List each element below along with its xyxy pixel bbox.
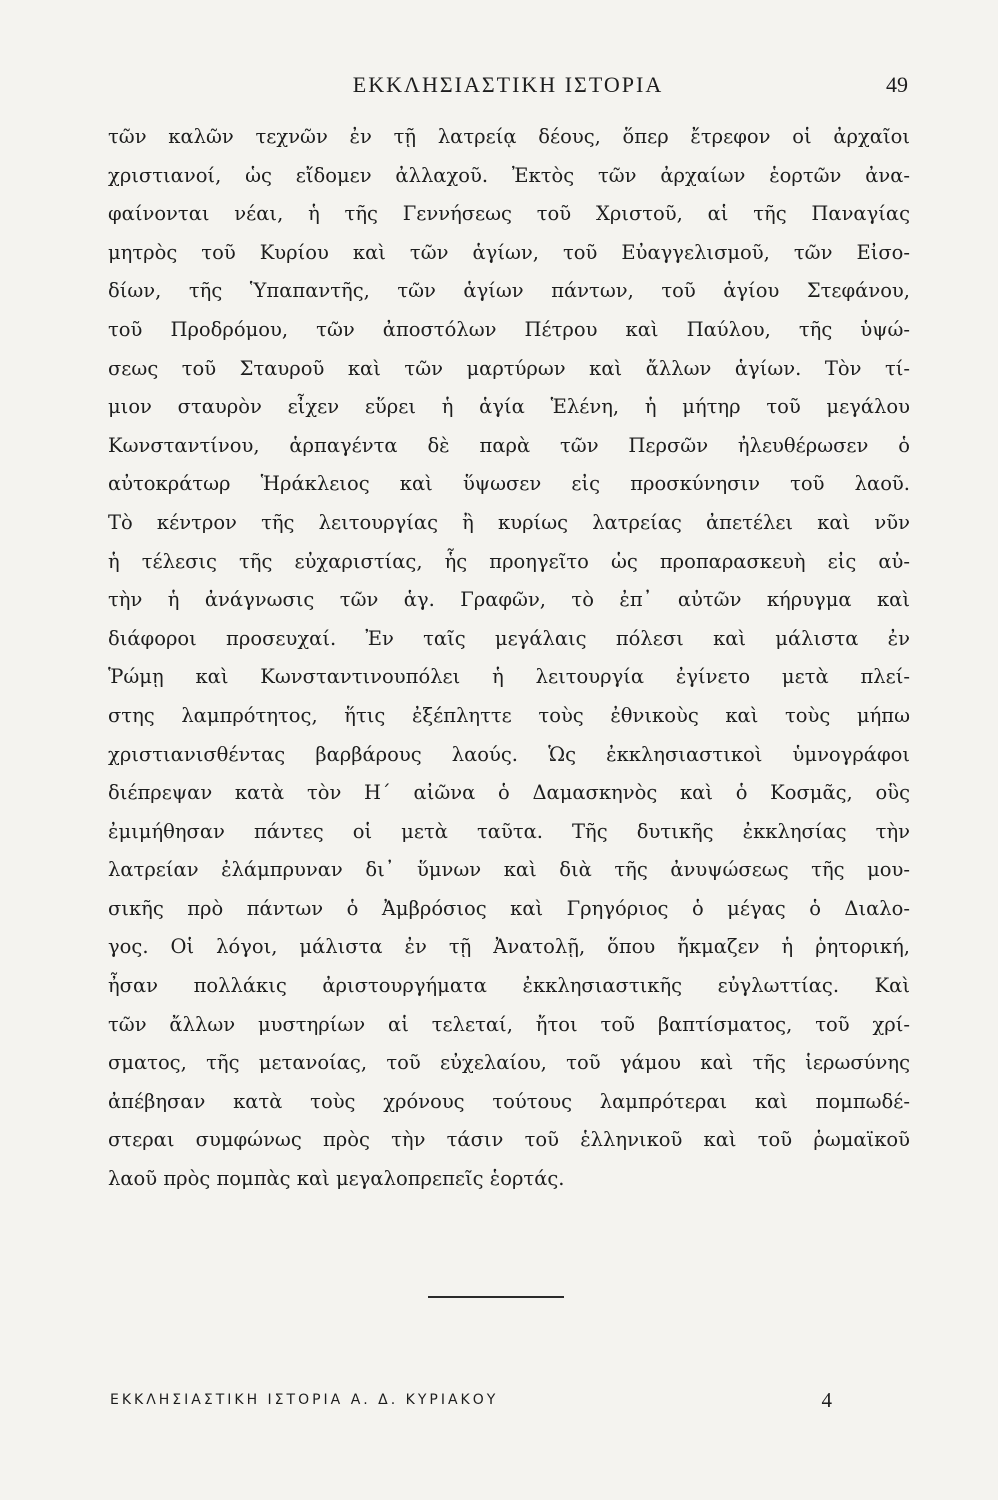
text-line: χριστιανισθέντας βαρβάρους λαούς. Ὡς ἐκκλησιαστικοὶ ὑμνογράφοι bbox=[108, 742, 910, 766]
text-line: σματος, τῆς μετανοίας, τοῦ εὐχελαίου, τοῦ γάμου καὶ τῆς ἱερωσύνης bbox=[108, 1051, 910, 1075]
text-line: τῶν καλῶν τεχνῶν ἐν τῇ λατρείᾳ δέους, ὅπερ ἔτρεφον οἱ ἀρχαῖοι bbox=[108, 125, 910, 148]
page-footer bbox=[110, 1388, 832, 1422]
text-line: ἀπέβησαν κατὰ τοὺς χρόνους τούτους λαμπρότεραι καὶ πομπωδέ- bbox=[108, 1089, 910, 1113]
section-divider bbox=[428, 1296, 564, 1298]
running-head bbox=[108, 68, 908, 108]
text-line: φαίνονται νέαι, ἡ τῆς Γεννήσεως τοῦ Χριστοῦ, αἱ τῆς Παναγίας bbox=[108, 202, 910, 226]
text-line: σικῆς πρὸ πάντων ὁ Ἀμβρόσιος καὶ Γρηγόριος ὁ μέγας ὁ Διαλο- bbox=[108, 896, 910, 920]
text-line: στης λαμπρότητος, ἥτις ἐξέπληττε τοὺς ἐθνικοὺς καὶ τοὺς μήπω bbox=[108, 703, 910, 727]
text-line: τοῦ Προδρόμου, τῶν ἀποστόλων Πέτρου καὶ Παύλου, τῆς ὑψώ- bbox=[108, 317, 910, 341]
text-line: ἡ τέλεσις τῆς εὐχαριστίας, ἧς προηγεῖτο ὡς προπαρασκευὴ εἰς αὐ- bbox=[108, 549, 910, 573]
text-line: ἐμιμήθησαν πάντες οἱ μετὰ ταῦτα. Τῆς δυτικῆς ἐκκλησίας τὴν bbox=[108, 819, 910, 843]
text-line: Κωνσταντίνου, ἁρπαγέντα δὲ παρὰ τῶν Περσῶν ἠλευθέρωσεν ὁ bbox=[108, 433, 910, 457]
text-line: τὴν ἡ ἀνάγνωσις τῶν ἁγ. Γραφῶν, τὸ ἐπ᾿ αὐτῶν κήρυγμα καὶ bbox=[108, 588, 910, 612]
text-line: μιον σταυρὸν εἶχεν εὕρει ἡ ἁγία Ἑλένη, ἡ μήτηρ τοῦ μεγάλου bbox=[108, 395, 910, 419]
text-line: στεραι συμφώνως πρὸς τὴν τάσιν τοῦ ἑλληνικοῦ καὶ τοῦ ῥωμαϊκοῦ bbox=[108, 1128, 910, 1152]
footer-title: ΕΚΚΛΗΣΙΑΣΤΙΚΗ ΙΣΤΟΡΙΑ Α. Δ. ΚΥΡΙΑΚΟΥ bbox=[110, 1392, 499, 1408]
text-line: διέπρεψαν κατὰ τὸν Η΄ αἰῶνα ὁ Δαμασκηνὸς καὶ ὁ Κοσμᾶς, οὓς bbox=[108, 781, 910, 805]
text-line: χριστιανοί, ὡς εἴδομεν ἀλλαχοῦ. Ἐκτὸς τῶν ἀρχαίων ἑορτῶν ἀνα- bbox=[108, 163, 910, 187]
text-line: δίων, τῆς Ὑπαπαντῆς, τῶν ἁγίων πάντων, τοῦ ἁγίου Στεφάνου, bbox=[108, 279, 910, 303]
signature-mark: 4 bbox=[821, 1388, 832, 1412]
text-line: σεως τοῦ Σταυροῦ καὶ τῶν μαρτύρων καὶ ἄλλων ἁγίων. Τὸν τί- bbox=[108, 356, 910, 380]
text-line: λαοῦ πρὸς πομπὰς καὶ μεγαλοπρεπεῖς ἑορτάς. bbox=[108, 1167, 565, 1191]
body-text bbox=[108, 118, 910, 1199]
text-line: τῶν ἄλλων μυστηρίων αἱ τελεταί, ἤτοι τοῦ βαπτίσματος, τοῦ χρί- bbox=[108, 1012, 910, 1036]
text-line: γος. Οἱ λόγοι, μάλιστα ἐν τῇ Ἀνατολῇ, ὅπου ἤκμαζεν ἡ ῥητορική, bbox=[108, 935, 910, 959]
text-line: διάφοροι προσευχαί. Ἐν ταῖς μεγάλαις πόλεσι καὶ μάλιστα ἐν bbox=[108, 626, 910, 650]
text-line: αὐτοκράτωρ Ἡράκλειος καὶ ὕψωσεν εἰς προσκύνησιν τοῦ λαοῦ. bbox=[108, 472, 910, 496]
text-line: Ῥώμῃ καὶ Κωνσταντινουπόλει ἡ λειτουργία ἐγίνετο μετὰ πλεί- bbox=[108, 665, 910, 689]
text-line: Τὸ κέντρον τῆς λειτουργίας ἢ κυρίως λατρείας ἀπετέλει καὶ νῦν bbox=[108, 510, 910, 534]
running-title: ΕΚΚΛΗΣΙΑΣΤΙΚΗ ΙΣΤΟΡΙΑ bbox=[352, 72, 664, 97]
page-number: 49 bbox=[886, 72, 908, 97]
text-line: ἦσαν πολλάκις ἀριστουργήματα ἐκκλησιαστικῆς εὐγλωττίας. Καὶ bbox=[108, 974, 910, 998]
text-line: μητρὸς τοῦ Κυρίου καὶ τῶν ἁγίων, τοῦ Εὐαγγελισμοῦ, τῶν Εἰσο- bbox=[108, 240, 910, 264]
text-line: λατρείαν ἐλάμπρυναν δι᾿ ὕμνων καὶ διὰ τῆς ἀνυψώσεως τῆς μου- bbox=[108, 858, 910, 882]
